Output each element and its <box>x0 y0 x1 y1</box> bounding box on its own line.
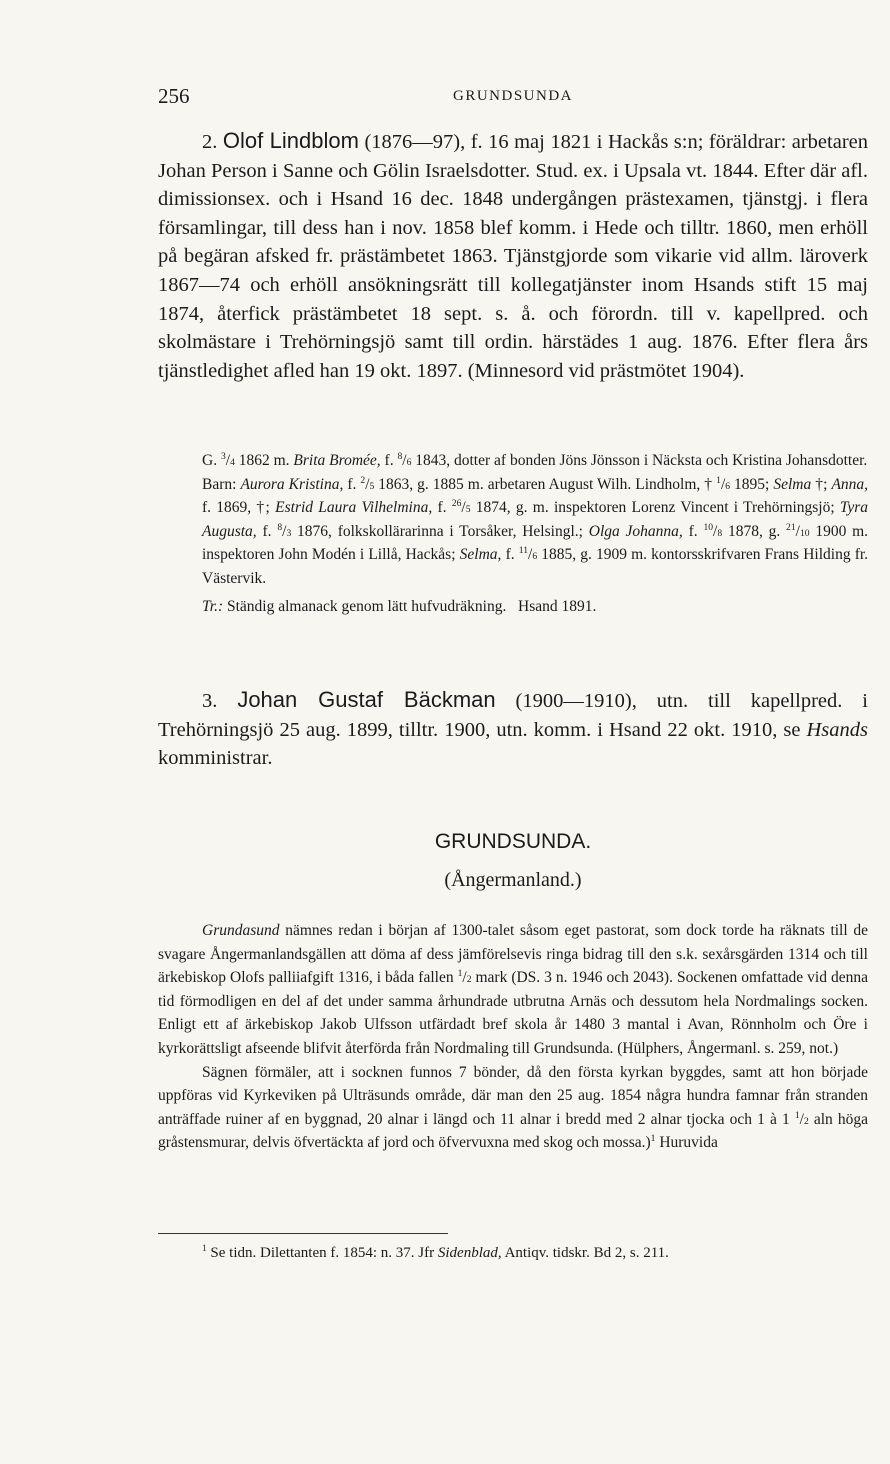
parish-history <box>158 919 868 1155</box>
page-number: 256 <box>158 84 190 108</box>
section-subtitle: (Ångermanland.) <box>444 869 582 891</box>
entry-olof-lindblom <box>158 127 868 385</box>
entry-number: 2. <box>202 131 218 153</box>
children-paragraph: Barn: Aurora Kristina, f. $^2$/5 1863, g. 1885 m. arbetaren August Wilh. Lindholm, † $^1$/6 1895; Selma †; Anna, f. 1869, †; Estrid Laura Vilhelmina, f. $^{26}$/5 1874, g. m. inspektoren Lorenz Vincent i Trehörningsjö; Tyra Augusta, f. $^8$/3 1876, folkskollärarinna i Torsåker, Helsingl.; Olga Johanna, f. $^{10}$/8 1878, g. $^{21}$/10 1900 m. inspektoren John Modén i Lillå, Hackås; Selma, f. $^{11}$/6 1885, g. 1909 m. kontorsskrifvaren Frans Hilding fr. Västervik. <box>202 474 869 587</box>
entry-ref: Hsands <box>806 718 868 741</box>
footnote: $^1$ Se tidn. Dilettanten f. 1854: n. 37. Jfr Sidenblad, Antiqv. tidskr. Bd 2, s. 211. <box>202 1244 669 1261</box>
entry-text: (1900—1910), utn. till kapellpred. i Trehörningsjö 25 aug. 1899, tilltr. 1900, utn. komm. i Hsand 22 okt. 1910, se <box>158 690 868 741</box>
marriage-paragraph: G. $^3$/4 1862 m. Brita Bromée, f. $^8$/6 1843, dotter af bonden Jöns Jönsson i Näcksta och Kristina Johansdotter. <box>202 450 868 469</box>
entry-johan-gustaf-backman: 3. Johan Gustaf Bäckman (1900—1910), utn. till kapellpred. i Trehörningsjö 25 aug. 1899, tilltr. 1900, utn. komm. i Hsand 22 okt. 1910, se Hsands komministrar. <box>158 687 868 770</box>
entry-number: 3. <box>202 690 218 712</box>
section-title: GRUNDSUNDA. <box>434 830 592 853</box>
footnote-ref: 1 <box>650 1133 656 1145</box>
history-paragraph-2: Sägnen förmäler, att i socknen funnos 7 bönder, då den första kyrkan byggdes, samt att hon började uppföras vid Kyrkeviken på Ulträsunds område, där man den 25 aug. 1854 några hundra famnar från stranden anträffade ruiner af en byggnad, 20 alnar i längd och 11 alnar i bredd med 2 alnar tjocka och 1 à 1 $^1$/2 aln höga gråstensmurar, delvis öfvertäckta af jord och öfvervuxna med skog och mossa.)$^1$ Huruvida <box>158 1063 869 1152</box>
wife-name: Brita Bromée, <box>293 452 381 469</box>
entry-text: (1876—97), f. 16 maj 1821 i Hackås s:n; föräldrar: arbetaren Johan Person i Sanne och Gölin Israelsdotter. Stud. ex. i Upsala vt. 1844. Efter där afl. dimissionsex. och i Hsand 16 dec. 1848 undergången prästexamen, tjänstgj. i flera församlingar, till dess han i nov. 1858 blef komm. i Hede och tilltr. 1860, men erhöll på begäran afsked fr. prästämbetet 1863. Tjänstgjorde som vikarie vid allm. läroverk 1867—74 och erhöll ansökningsrätt till kollegatjänster inom Hsands stift 15 maj 1874, återfick prästämbetet 18 sept. s. å. och förordn. till v. kapellpred. och skolmästare i Trehörningsjö samt till ordin. härstädes 1 aug. 1876. Efter flera års tjänstledighet afled han 19 okt. 1897. (Minnesord vid prästmötet 1904). <box>158 131 868 382</box>
footnote-divider <box>158 1233 448 1234</box>
entry-name: Olof Lindblom <box>222 128 359 153</box>
works-paragraph: Tr.: Ständig almanack genom lätt hufvudräkning. Hsand 1891. <box>202 597 597 615</box>
history-paragraph-1: Grundasund nämnes redan i början af 1300-talet såsom eget pastorat, som dock torde ha räknats till de svagare Ångermanlandsgällen att döma af dess jämförelsevis ringa bidrag till den s.k. sexårsgärden 1314 och till ärkebiskop Olofs palliiafgift 1316, i båda fallen $^1$/2 mark (DS. 3 n. 1946 och 2043). Sockenen omfattade vid denna tid förmodligen en del af det under samma århundrade utbrutna Arnäs och dessutom hela Nordmalings socken. Enligt ett af ärkebiskop Jakob Ulfsson utfärdadt bref skola år 1480 3 mantal i Avan, Rönnholm och Öre i kyrkorättsligt afseende blifvit återförda från Nordmaling till Grundsunda. (Hülphers, Ångermanl. s. 259, not.) <box>158 922 869 1057</box>
page-header <box>158 84 868 114</box>
family-details <box>202 449 868 618</box>
entry-name: Johan Gustaf Bäckman <box>237 687 496 712</box>
running-head: GRUNDSUNDA <box>452 88 573 104</box>
